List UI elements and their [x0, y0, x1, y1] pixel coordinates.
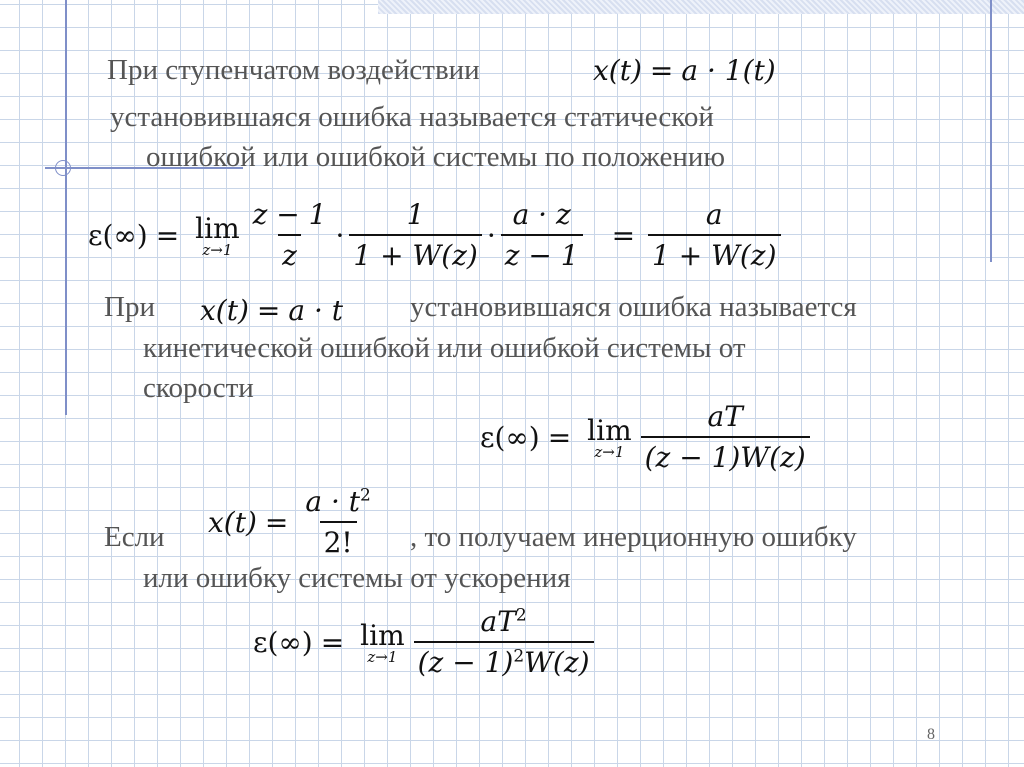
- formula-acceleration-error: ε(∞) = lim z→1 $\frac{aT^2}{(z - 1)^2W(z)}$: [253, 605, 599, 679]
- text-line-1: При ступенчатом воздействии: [107, 54, 480, 86]
- fraction: $\frac{a}{1 + W(z)}$: [648, 198, 780, 272]
- formula-velocity-error: ε(∞) = lim z→1 $\frac{aT}{(z - 1)W(z)}$: [480, 400, 815, 474]
- text-line-5: установившаяся ошибка называется: [410, 291, 857, 323]
- text-line-2: установившаяся ошибка называется статической: [110, 101, 714, 133]
- formula-static-error: ε(∞) = lim z→1 $\frac{z - 1}{z}$ · $\frac{1}{1 + W(z)}$ · $\frac{a \cdot z}{z - 1}$ = $\frac{a}{1 + W(z)}$: [88, 198, 786, 272]
- top-decorative-band: [378, 0, 1024, 14]
- formula-parabolic-input: x(t) = $\frac{a \cdot t^2}{2!}$: [208, 485, 380, 559]
- left-vertical-rule: [65, 0, 67, 415]
- page-number: 8: [927, 726, 935, 743]
- fraction: $\frac{a \cdot t^2}{2!}$: [305, 485, 371, 559]
- formula-step-input: x(t) = a · 1(t): [593, 53, 776, 87]
- fraction: $\frac{aT^2}{(z - 1)^2W(z)}$: [414, 605, 594, 679]
- right-vertical-rule: [990, 0, 992, 262]
- text-line-8: Если: [104, 521, 165, 553]
- limit-operator: lim z→1: [587, 413, 632, 461]
- text-line-4: При: [104, 291, 155, 323]
- limit-operator: lim z→1: [360, 618, 405, 666]
- fraction: $\frac{aT}{(z - 1)W(z)}$: [641, 400, 810, 474]
- text-line-6: кинетической ошибкой или ошибкой системы от: [143, 332, 746, 364]
- circle-marker: [55, 160, 71, 176]
- limit-operator: lim z→1: [195, 211, 240, 259]
- fraction: $\frac{z - 1}{z}$: [252, 198, 327, 272]
- fraction: $\frac{1}{1 + W(z)}$: [349, 198, 481, 272]
- text-line-7: скорости: [143, 372, 254, 404]
- formula-ramp-input: x(t) = a · t: [200, 293, 344, 327]
- text-line-10: или ошибку системы от ускорения: [143, 562, 571, 594]
- fraction: $\frac{a \cdot z}{z - 1}$: [501, 198, 583, 272]
- text-line-3: ошибкой или ошибкой системы по положению: [146, 141, 726, 173]
- text-line-9: , то получаем инерционную ошибку: [410, 521, 857, 553]
